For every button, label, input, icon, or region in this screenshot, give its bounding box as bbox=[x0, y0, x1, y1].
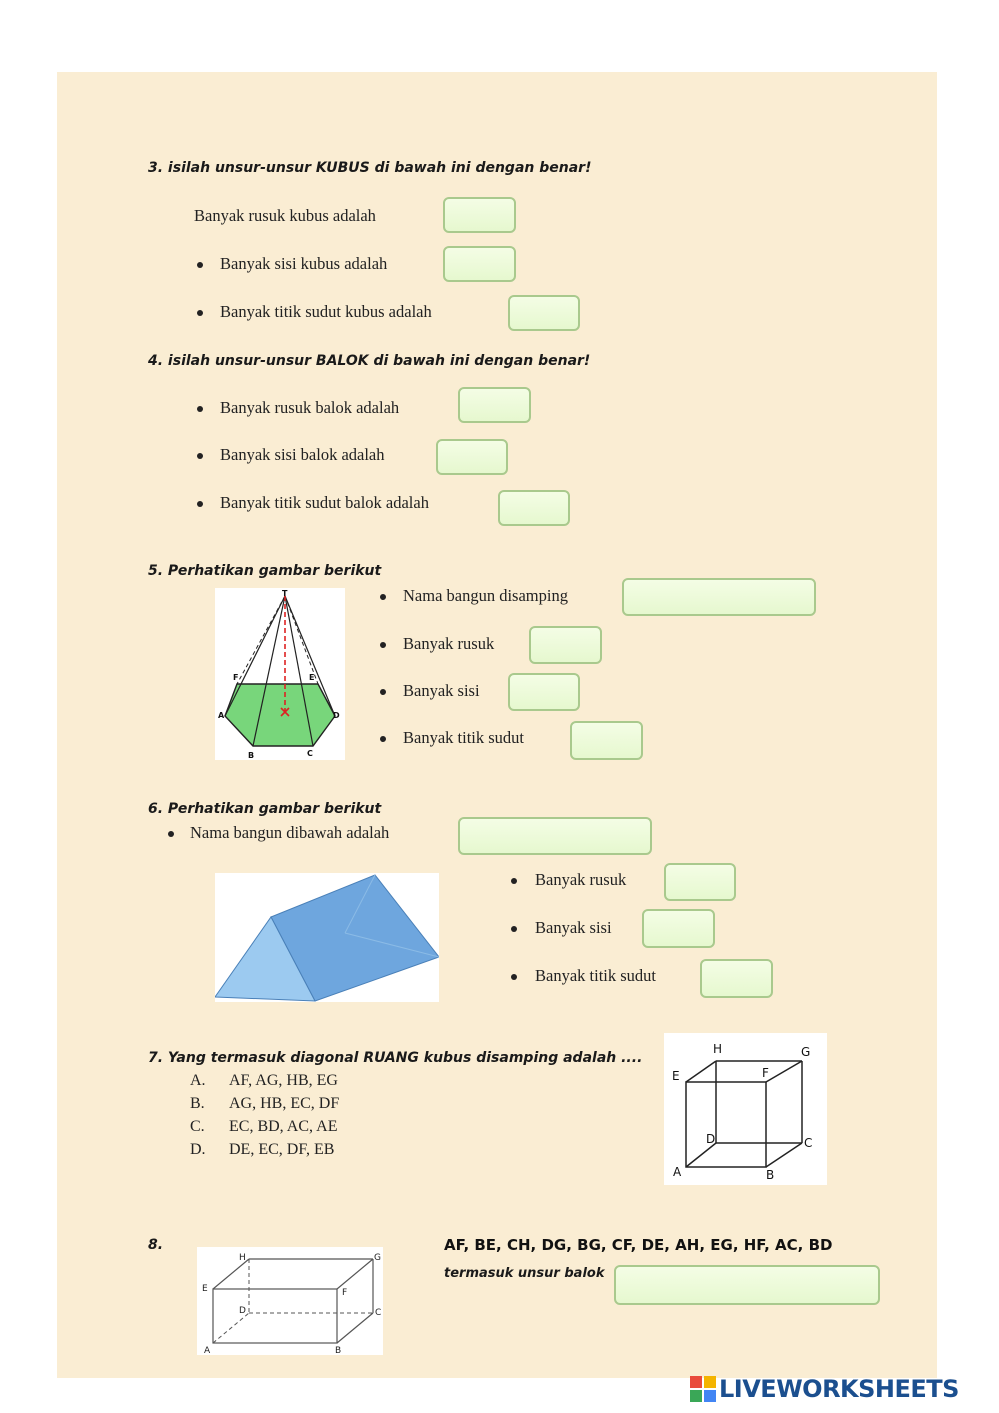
q5-item-1: Nama bangun disamping bbox=[403, 586, 568, 605]
label-d: D bbox=[333, 711, 340, 720]
q5-answer-sisi[interactable] bbox=[508, 673, 580, 711]
q4-answer-2[interactable] bbox=[436, 439, 508, 475]
hexagonal-pyramid-figure bbox=[215, 588, 345, 760]
q3-item-3: Banyak titik sudut kubus adalah bbox=[220, 302, 432, 321]
q3-answer-2[interactable] bbox=[443, 246, 516, 282]
q6-answer-name[interactable] bbox=[458, 817, 652, 855]
q4-item-1: Banyak rusuk balok adalah bbox=[220, 398, 400, 417]
q5-item-3: Banyak sisi bbox=[403, 681, 480, 700]
cuboid-label-a: A bbox=[204, 1346, 211, 1355]
cuboid-figure bbox=[197, 1247, 383, 1355]
bullet bbox=[511, 878, 517, 884]
cuboid-label-f: F bbox=[342, 1288, 348, 1298]
cuboid-label-e: E bbox=[202, 1284, 208, 1294]
bullet bbox=[197, 501, 203, 507]
q5-answer-titik-sudut[interactable] bbox=[570, 721, 643, 760]
bullet bbox=[197, 453, 203, 459]
q4-title: 4. isilah unsur-unsur BALOK di bawah ini dengan benar! bbox=[148, 353, 591, 369]
q5-item-2: Banyak rusuk bbox=[403, 634, 495, 653]
bullet bbox=[197, 262, 203, 268]
q4-answer-1[interactable] bbox=[458, 387, 531, 423]
brand-name: LIVEWORKSHEETS bbox=[719, 1375, 959, 1403]
q3-answer-3[interactable] bbox=[508, 295, 580, 331]
cube-image bbox=[664, 1033, 827, 1185]
label-c: C bbox=[307, 749, 313, 758]
q7-option-d[interactable]: DE, EC, DF, EB bbox=[229, 1141, 335, 1158]
cuboid-label-g: G bbox=[374, 1253, 381, 1263]
q6-name-item: Nama bangun dibawah adalah bbox=[190, 823, 390, 842]
q3-title: 3. isilah unsur-unsur KUBUS di bawah ini dengan benar! bbox=[148, 160, 592, 176]
q8-answer[interactable] bbox=[614, 1265, 880, 1305]
q6-item-3: Banyak titik sudut bbox=[535, 966, 656, 985]
q4-item-2: Banyak sisi balok adalah bbox=[220, 445, 385, 464]
q3-item-1: Banyak rusuk kubus adalah bbox=[194, 206, 376, 225]
bullet bbox=[380, 642, 386, 648]
bullet bbox=[380, 689, 386, 695]
q7-option-c-letter: C. bbox=[190, 1118, 205, 1135]
liveworksheets-logo-icon bbox=[690, 1376, 716, 1402]
label-a: A bbox=[218, 711, 225, 720]
q6-item-1: Banyak rusuk bbox=[535, 870, 627, 889]
label-t: T bbox=[282, 589, 288, 598]
cube-label-h: H bbox=[713, 1042, 723, 1056]
q7-option-c[interactable]: EC, BD, AC, AE bbox=[229, 1118, 338, 1135]
q7-option-b-letter: B. bbox=[190, 1095, 205, 1112]
bullet bbox=[380, 594, 386, 600]
q6-answer-titik-sudut[interactable] bbox=[700, 959, 773, 998]
cube-label-g: G bbox=[801, 1045, 811, 1059]
bullet bbox=[511, 974, 517, 980]
bullet bbox=[197, 310, 203, 316]
q7-option-a[interactable]: AF, AG, HB, EG bbox=[229, 1072, 338, 1089]
q4-answer-3[interactable] bbox=[498, 490, 570, 526]
label-f: F bbox=[233, 673, 239, 682]
q5-item-4: Banyak titik sudut bbox=[403, 728, 524, 747]
cube-label-e: E bbox=[672, 1069, 680, 1083]
cuboid-label-h: H bbox=[239, 1253, 246, 1263]
q6-answer-sisi[interactable] bbox=[642, 909, 715, 948]
pyramid-image bbox=[215, 588, 345, 760]
bullet bbox=[511, 926, 517, 932]
triangular-prism-figure bbox=[215, 873, 439, 1002]
cuboid-label-d: D bbox=[239, 1306, 246, 1316]
bullet bbox=[168, 831, 174, 837]
q5-answer-name[interactable] bbox=[622, 578, 816, 616]
q3-item-2: Banyak sisi kubus adalah bbox=[220, 254, 388, 273]
cube-label-a: A bbox=[673, 1165, 682, 1179]
liveworksheets-logo bbox=[690, 1372, 959, 1406]
bullet bbox=[197, 406, 203, 412]
cube-label-c: C bbox=[804, 1136, 813, 1150]
q8-prompt: termasuk unsur balok bbox=[444, 1266, 605, 1281]
cube-label-d: D bbox=[706, 1132, 716, 1146]
cuboid-image bbox=[197, 1247, 383, 1355]
bullet bbox=[380, 736, 386, 742]
cuboid-label-c: C bbox=[375, 1308, 382, 1318]
q8-edge-list: AF, BE, CH, DG, BG, CF, DE, AH, EG, HF, AC, BD bbox=[444, 1236, 833, 1254]
label-e: E bbox=[309, 673, 315, 682]
q7-option-d-letter: D. bbox=[190, 1141, 206, 1158]
cuboid-label-b: B bbox=[335, 1346, 342, 1355]
q6-item-2: Banyak sisi bbox=[535, 918, 612, 937]
cube-figure bbox=[664, 1033, 827, 1185]
q6-answer-rusuk[interactable] bbox=[664, 863, 736, 901]
q8-number: 8. bbox=[148, 1237, 164, 1253]
label-b: B bbox=[248, 751, 255, 760]
prism-image bbox=[215, 873, 439, 1002]
q7-option-b[interactable]: AG, HB, EC, DF bbox=[229, 1095, 340, 1112]
q5-title: 5. Perhatikan gambar berikut bbox=[148, 563, 382, 579]
q6-title: 6. Perhatikan gambar berikut bbox=[148, 801, 382, 817]
cube-label-f: F bbox=[762, 1066, 769, 1080]
q7-option-a-letter: A. bbox=[190, 1072, 206, 1089]
q3-answer-1[interactable] bbox=[443, 197, 516, 233]
q7-title: 7. Yang termasuk diagonal RUANG kubus disamping adalah .... bbox=[148, 1050, 643, 1066]
cube-label-b: B bbox=[766, 1168, 775, 1182]
q4-item-3: Banyak titik sudut balok adalah bbox=[220, 493, 429, 512]
q5-answer-rusuk[interactable] bbox=[529, 626, 602, 664]
